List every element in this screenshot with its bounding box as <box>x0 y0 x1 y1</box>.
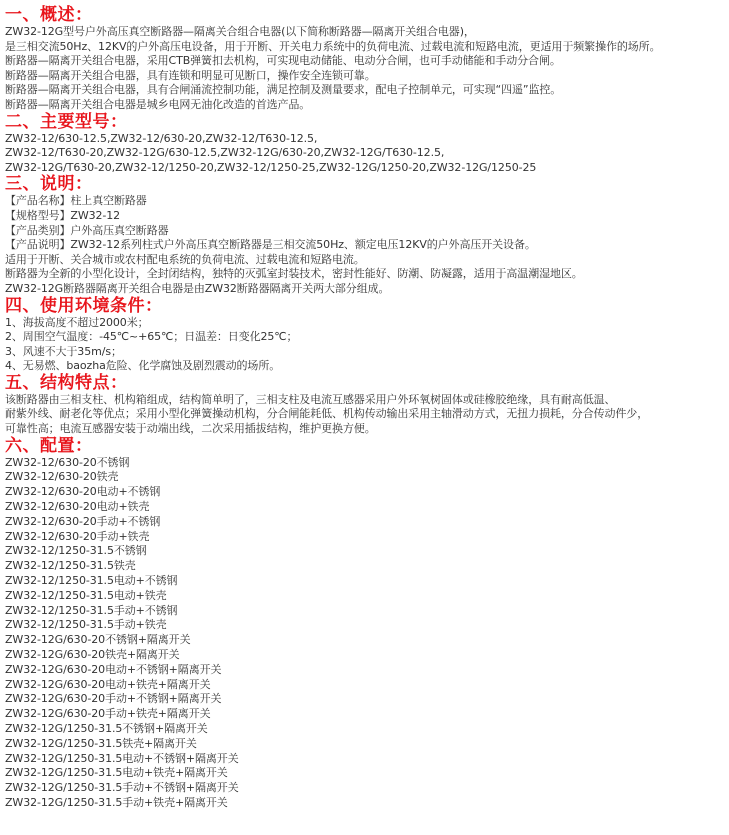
config-item: ZW32-12G/630-20电动+不锈钢+隔离开关 <box>5 662 222 676</box>
config-item: ZW32-12/1250-31.5手动+不锈钢 <box>5 603 178 617</box>
config-item: ZW32-12/630-20不锈钢 <box>5 455 130 469</box>
models-section <box>5 113 725 176</box>
overview-line: ZW32-12G型号户外高压真空断路器—隔离关合组合电器(以下简称断路器—隔离开关组合电器)， <box>5 25 475 38</box>
description-line: 【产品名称】柱上真空断路器 <box>5 194 147 208</box>
config-item: ZW32-12G/630-20手动+不锈钢+隔离开关 <box>5 692 222 706</box>
overview-body <box>5 25 725 113</box>
config-item: ZW32-12G/630-20手动+铁壳+隔离开关 <box>5 707 211 721</box>
environment-line: 2、周围空气温度：-45℃~+65℃；日温差：日变化25℃； <box>5 330 298 344</box>
config-item: ZW32-12G/1250-31.5手动+铁壳+隔离开关 <box>5 795 228 809</box>
description-line: ZW32-12G断路器隔离开关组合电器是由ZW32断路器隔离开关两大部分组成。 <box>5 281 390 295</box>
overview-line: 断路器—隔离开关组合电器是城乡电网无油化改造的首选产品。 <box>5 97 311 111</box>
environment-section <box>5 297 725 374</box>
config-item: ZW32-12/630-20铁壳 <box>5 470 119 484</box>
config-item: ZW32-12/1250-31.5电动+不锈钢 <box>5 574 178 588</box>
config-item: ZW32-12G/1250-31.5电动+铁壳+隔离开关 <box>5 766 228 780</box>
description-heading: 三、说明： <box>5 174 93 195</box>
model-line: ZW32-12/630-12.5,ZW32-12/630-20,ZW32-12/T630-12.5, <box>5 131 318 145</box>
structure-section <box>5 374 725 437</box>
config-item: ZW32-12/1250-31.5铁壳 <box>5 559 136 573</box>
environment-heading: 四、使用环境条件： <box>5 295 163 316</box>
config-item: ZW32-12/1250-31.5不锈钢 <box>5 544 147 558</box>
config-item: ZW32-12G/630-20电动+铁壳+隔离开关 <box>5 677 211 691</box>
description-line: 【产品说明】ZW32-12系列柱式户外高压真空断路器是三相交流50Hz、额定电压12KV的户外高压开关设备。 <box>5 238 536 252</box>
model-line: ZW32-12G/T630-20,ZW32-12/1250-20,ZW32-12/1250-25,ZW32-12G/1250-20,ZW32-12G/1250-25 <box>5 160 537 174</box>
description-line: 断路器为全新的小型化设计，全封闭结构，独特的灭弧室封装技术，密封性能好、防潮、防凝露，适用于高温潮湿地区。 <box>5 267 583 281</box>
config-item: ZW32-12G/630-20不锈钢+隔离开关 <box>5 633 191 647</box>
models-heading: 二、主要型号： <box>5 111 128 132</box>
environment-line: 4、无易燃、baozha危险、化学腐蚀及剧烈震动的场所。 <box>5 359 281 373</box>
config-item: ZW32-12/630-20手动+不锈钢 <box>5 514 161 528</box>
overview-line: 断路器—隔离开关组合电器，采用CTB弹簧扣去机构，可实现电动储能、电动分合闸，也可手动储能和手动分合闸。 <box>5 54 561 68</box>
environment-line: 1、海拔高度不超过2000米； <box>5 315 149 329</box>
config-item: ZW32-12/630-20电动+铁壳 <box>5 500 150 514</box>
config-item: ZW32-12G/630-20铁壳+隔离开关 <box>5 648 180 662</box>
overview-line: 断路器—隔离开关组合电器，具有连锁和明显可见断口，操作安全连锁可靠。 <box>5 68 376 82</box>
config-item: ZW32-12/630-20电动+不锈钢 <box>5 485 161 499</box>
config-item: ZW32-12/630-20手动+铁壳 <box>5 529 150 543</box>
description-section <box>5 175 725 296</box>
overview-section <box>5 6 725 113</box>
structure-heading: 五、结构特点： <box>5 372 128 393</box>
overview-line: 是三相交流50Hz、12KV的户外高压电设备，用于开断、开关电力系统中的负荷电流、过载电流和短路电流，更适用于频繁操作的场所。 <box>5 39 661 53</box>
overview-line: 断路器—隔离开关组合电器，具有合闸涌流控制功能，满足控制及测量要求，配电子控制单元，可实现“四遥”监控。 <box>5 83 562 97</box>
config-item: ZW32-12G/1250-31.5电动+不锈钢+隔离开关 <box>5 751 239 765</box>
config-item: ZW32-12/1250-31.5手动+铁壳 <box>5 618 167 632</box>
structure-line: 该断路器由三相支柱、机构箱组成，结构简单明了，三相支柱及电流互感器采用户外环氧树固体或硅橡胶绝缘，具有耐高低温、 <box>5 392 616 406</box>
config-heading: 六、配置： <box>5 435 93 456</box>
config-item: ZW32-12G/1250-31.5铁壳+隔离开关 <box>5 736 197 750</box>
structure-line: 耐紫外线、耐老化等优点；采用小型化弹簧操动机构，分合闸能耗低、机构传动输出采用主轴滑动方式，无扭力损耗，分合传动件少， <box>5 407 649 421</box>
description-line: 【规格型号】ZW32-12 <box>5 208 121 222</box>
config-item: ZW32-12G/1250-31.5手动+不锈钢+隔离开关 <box>5 781 239 795</box>
description-line: 适用于开断、关合城市或农村配电系统的负荷电流、过载电流和短路电流。 <box>5 252 365 266</box>
config-item: ZW32-12G/1250-31.5不锈钢+隔离开关 <box>5 722 208 735</box>
overview-heading: 一、概述： <box>5 5 93 25</box>
environment-line: 3、风速不大于35m/s； <box>5 344 122 358</box>
config-section <box>5 437 725 811</box>
model-line: ZW32-12/T630-20,ZW32-12G/630-12.5,ZW32-12G/630-20,ZW32-12G/T630-12.5, <box>5 146 445 160</box>
description-line: 【产品类别】户外高压真空断路器 <box>5 223 169 237</box>
config-item: ZW32-12/1250-31.5电动+铁壳 <box>5 588 167 602</box>
structure-line: 可靠性高；电流互感器安装于动端出线，二次采用插拔结构，维护更换方便。 <box>5 422 376 436</box>
